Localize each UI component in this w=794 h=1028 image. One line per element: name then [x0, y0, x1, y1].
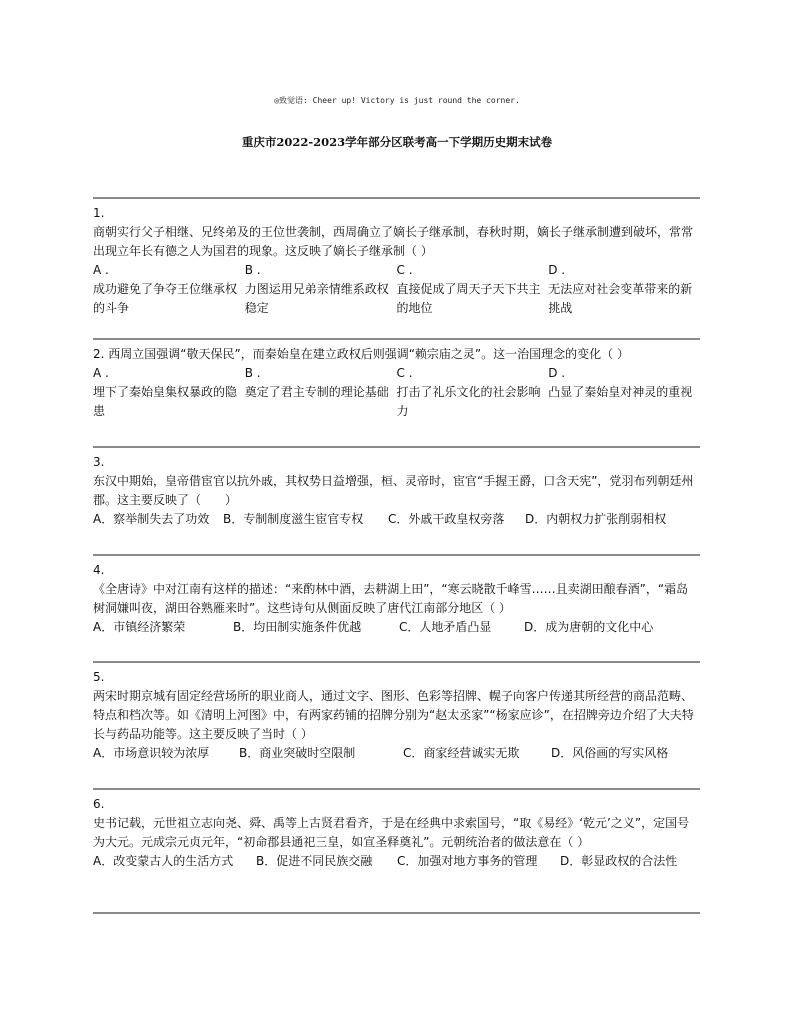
question-number: 2. [93, 347, 105, 361]
option-a[interactable] [93, 261, 245, 318]
question-1 [93, 197, 700, 318]
option-letter: D . [548, 263, 566, 277]
options-row [93, 852, 700, 871]
question-number: 1. [93, 206, 105, 220]
question-stem: 商朝实行父子相继、兄终弟及的王位世袭制，西周确立了嫡长子继承制，春秋时期，嫡长子继承制遭到破坏，常常出现立年长有德之人为国君的现象。这反映了嫡长子继承制（ ） [93, 225, 694, 258]
option-text: 成功避免了争夺王位继承权的斗争 [93, 282, 238, 315]
question-number: 4. [93, 563, 105, 577]
question-stem: 《全唐诗》中对江南有这样的描述：“来酌林中酒，去耕湖上田”，“寒云晓散千峰雪……且卖湖田酿春酒”，“霜岛树洞嫌叫夜，湖田谷熟雁来时”。这些诗句从侧面反映了唐代江南部分地区（ ） [93, 582, 689, 615]
option-c[interactable]: C．外戚干政皇权旁落 [388, 512, 505, 526]
bottom-divider [93, 912, 700, 914]
options-row [93, 744, 700, 763]
option-letter: A . [93, 366, 109, 380]
question-stem: 两宋时期京城有固定经营场所的职业商人，通过文字、图形、色彩等招牌、幌子向客户传递其所经营的商品范畴、特点和档次等。如《清明上河图》中，有两家药铺的招牌分别为“赵太丞家”“杨家应诊”，在招牌旁边介绍了大夫特长与药品功能等。这主要反映了当时（ ） [93, 689, 694, 741]
question-number: 6. [93, 797, 105, 811]
question-3 [93, 446, 700, 529]
motto-line: ◎致觉语: Cheer up! Victory is just round the corner. [274, 96, 520, 105]
option-c[interactable]: C．加强对地方事务的管理 [397, 854, 538, 868]
option-d[interactable]: D．成为唐朝的文化中心 [524, 620, 654, 634]
option-b[interactable]: B．均田制实施条件优越 [233, 620, 362, 634]
option-text: 无法应对社会变革带来的新挑战 [548, 282, 693, 315]
option-b[interactable]: B．专制制度滋生宦官专权 [223, 512, 364, 526]
option-a[interactable]: A．市镇经济繁荣 [93, 620, 186, 634]
question-stem: 史书记载，元世祖立志向尧、舜、禹等上古贤君看齐，于是在经典中求索国号，“取《易经》‘乾元’之义”，定国号为大元。元成宗元贞元年，“初命郡县通祀三皇，如宣圣释奠礼”。元朝统治者的做法意在（ ） [93, 816, 690, 849]
question-5 [93, 661, 700, 763]
question-number: 5. [93, 670, 105, 684]
question-2 [93, 338, 700, 421]
option-d[interactable] [548, 261, 700, 318]
question-stem: 东汉中期始，皇帝借宦官以抗外戚，其权势日益增强，桓、灵帝时，宦官“手握王爵，口含天宪”，党羽布列朝廷州郡。这主要反映了（ ） [93, 474, 694, 507]
options-grid [93, 261, 700, 318]
option-d[interactable]: D．风俗画的写实风格 [551, 746, 669, 760]
option-d[interactable]: D．内朝权力扩张削弱相权 [525, 512, 667, 526]
option-letter: C . [396, 263, 413, 277]
question-6 [93, 788, 700, 871]
question-number: 3. [93, 455, 105, 469]
question-4 [93, 554, 700, 637]
option-text: 奠定了君主专制的理论基础 [244, 385, 389, 399]
options-row [93, 618, 700, 637]
option-c[interactable]: C．商家经营诚实无欺 [403, 746, 520, 760]
options-row [93, 510, 700, 529]
option-d[interactable] [548, 364, 700, 421]
option-letter: A . [93, 263, 109, 277]
options-grid [93, 364, 700, 421]
option-text: 埋下了秦始皇集权暴政的隐患 [93, 385, 238, 418]
option-b[interactable] [245, 364, 397, 421]
page-title: 重庆市2022-2023学年部分区联考高一下学期历史期末试卷 [241, 135, 553, 149]
option-text: 直接促成了周天子天下共主的地位 [396, 282, 541, 315]
option-c[interactable] [397, 261, 549, 318]
option-a[interactable] [93, 364, 245, 421]
option-c[interactable] [397, 364, 549, 421]
question-stem: 2. 西周立国强调“敬天保民”，而秦始皇在建立政权后则强调“赖宗庙之灵”。这一治国理念的变化（ ） [93, 347, 629, 361]
option-b[interactable] [245, 261, 397, 318]
option-letter: B . [244, 366, 261, 380]
option-d[interactable]: D．彰显政权的合法性 [560, 854, 678, 868]
option-b[interactable]: B．商业突破时空限制 [239, 746, 356, 760]
option-text: 凸显了秦始皇对神灵的重视 [548, 385, 693, 399]
option-letter: D . [548, 366, 566, 380]
option-b[interactable]: B．促进不同民族交融 [256, 854, 373, 868]
option-text: 力图运用兄弟亲情维系政权稳定 [244, 282, 389, 315]
option-a[interactable]: A．市场意识较为浓厚 [93, 746, 210, 760]
option-c[interactable]: C．人地矛盾凸显 [399, 620, 492, 634]
option-a[interactable]: A．察举制失去了功效 [93, 512, 210, 526]
option-letter: C . [396, 366, 413, 380]
option-text: 打击了礼乐文化的社会影响力 [396, 385, 541, 418]
option-a[interactable]: A．改变蒙古人的生活方式 [93, 854, 234, 868]
option-letter: B . [244, 263, 261, 277]
